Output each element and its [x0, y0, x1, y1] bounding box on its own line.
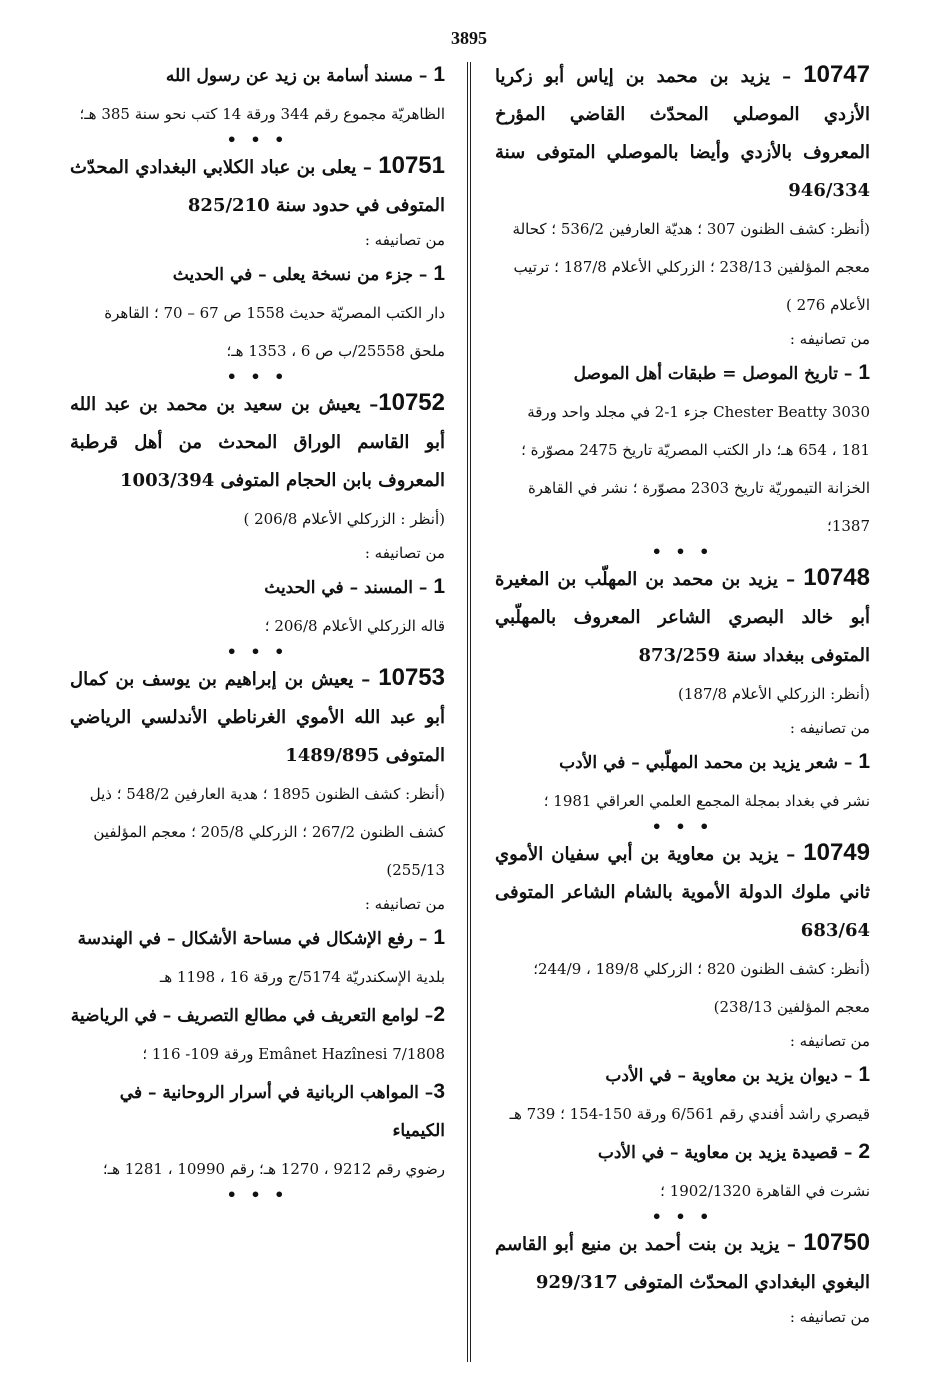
entry-title-text: – يعلى بن عباد الكلابي البغدادي المحدّث المتوفى في حدود سنة 825/210 [70, 157, 445, 216]
works-label: من تصانيفه : [789, 330, 870, 348]
work-number: 3 [433, 1080, 445, 1103]
work-title-text: – مسند أسامة بن زيد عن رسول الله [165, 66, 434, 86]
left-column [70, 56, 445, 1202]
work-number: 1 [433, 262, 445, 285]
manuscript-detail: قاله الزركلي الأعلام 206/8 ؛ [264, 617, 445, 635]
entry-title-text: – يعيش بن سعيد بن محمد بن عبد الله أبو القاسم الوراق المحدث من أهل قرطبة المعروف بابن الحجام المتوفى 1003/394 [70, 394, 445, 491]
works-label: من تصانيفه : [789, 1308, 870, 1326]
column-divider [467, 62, 471, 1362]
work-title [495, 743, 870, 782]
page-number: 3895 [451, 28, 487, 48]
work-title-text: – لوامع التعريف في مطالع التصريف – في الرياضية [70, 1006, 434, 1026]
entry-heading [495, 56, 870, 210]
work-title [495, 1133, 870, 1172]
work-title-text: – جزء من نسخة يعلى – في الحديث [172, 265, 434, 285]
work-title [70, 56, 445, 95]
manuscript-detail: قيصري راشد أفندي رقم 6/561 ورقة 150-154 ؛ 739 هـ [509, 1105, 870, 1123]
works-label: من تصانيفه : [789, 1032, 870, 1050]
work-number: 2 [433, 1003, 445, 1026]
manuscript-detail: الظاهريّة مجموع رقم 344 ورقة 14 كتب نحو سنة 385 هـ؛ [79, 105, 445, 123]
entry-number: 10747 [803, 61, 870, 88]
separator-dots: • • • [651, 1207, 714, 1226]
work-title-text: – تاريخ الموصل = طبقات أهل الموصل [573, 364, 859, 384]
entry-title-text: – يعيش بن إبراهيم بن يوسف بن كمال أبو عبد الله الأموي الغرناطي الأندلسي الرياضي المتوفى 1489/895 [70, 669, 445, 766]
entry-heading [495, 559, 870, 675]
work-title-text: – رفع الإشكال في مساحة الأشكال – في الهندسة [77, 929, 434, 949]
separator-dots: • • • [226, 367, 289, 386]
separator-dots: • • • [651, 817, 714, 836]
work-number: 1 [433, 63, 445, 86]
entry-heading [70, 659, 445, 775]
entry-number: 10752 [378, 389, 445, 416]
reference-note: (أنظر: الزركلي الأعلام 187/8) [677, 685, 870, 703]
manuscript-detail: بلدية الإسكندريّة 5174/ج ورقة 16 ، 1198 هـ [159, 968, 445, 986]
reference-note: (أنظر : الزركلي الأعلام 206/8 ) [243, 510, 445, 528]
entry-number: 10749 [803, 839, 870, 866]
work-number: 1 [433, 575, 445, 598]
separator-dots: • • • [226, 1185, 289, 1204]
entry-number: 10748 [803, 564, 870, 591]
entry-title-text: – يزيد بن محمد بن إياس أبو زكريا الأزدي الموصلي المحدّث القاضي المؤرخ المعروف بالأزدي وأيضا بالموصلي المتوفى سنة 946/334 [495, 66, 870, 201]
right-column [495, 56, 870, 1332]
work-number: 1 [858, 361, 870, 384]
work-title [70, 1073, 445, 1150]
entry-heading [495, 834, 870, 950]
separator-dots: • • • [651, 542, 714, 561]
entry-heading [70, 384, 445, 500]
work-title-text: – ديوان يزيد بن معاوية – في الأدب [605, 1066, 859, 1086]
reference-note: (أنظر: كشف الظنون 820 ؛ الزركلي 189/8 ، 244/9؛ معجم المؤلفين 238/13) [533, 960, 870, 1016]
entry-title-text: – يزيد بن معاوية بن أبي سفيان الأموي ثاني ملوك الدولة الأموية بالشام الشاعر المتوفى 683/64 [495, 844, 870, 941]
manuscript-detail: نشر في بغداد بمجلة المجمع العلمي العراقي 1981 ؛ [543, 792, 870, 810]
entry-number: 10751 [378, 152, 445, 179]
work-number: 1 [858, 750, 870, 773]
reference-note: (أنظر: كشف الظنون 307 ؛ هديّة العارفين 536/2 ؛ كحالة معجم المؤلفين 238/13 ؛ الزركلي الأعلام 187/8 ؛ ترتيب الأعلام 276 ) [512, 220, 870, 314]
work-title [70, 996, 445, 1035]
work-number: 1 [858, 1063, 870, 1086]
work-title [70, 255, 445, 294]
works-label: من تصانيفه : [789, 719, 870, 737]
manuscript-detail: نشرت في القاهرة 1902/1320 ؛ [660, 1182, 870, 1200]
manuscript-detail: دار الكتب المصريّة حديث 1558 ص 67 – 70 ؛ القاهرة ملحق 25558/ب ص 6 ، 1353 هـ؛ [104, 304, 445, 360]
manuscript-detail: Emânet Hazînesi 7/1808 ورقة 109- 116 ؛ [142, 1045, 445, 1063]
work-title-text: – المسند – في الحديث [264, 578, 434, 598]
work-title [70, 919, 445, 958]
reference-note: (أنظر: كشف الظنون 1895 ؛ هدية العارفين 548/2 ؛ ذيل كشف الظنون 267/2 ؛ الزركلي 205/8 ؛ معجم المؤلفين 255/13) [89, 785, 445, 879]
work-title-text: – قصيدة يزيد بن معاوية – في الأدب [597, 1143, 859, 1163]
entry-number: 10753 [378, 664, 445, 691]
work-title [495, 354, 870, 393]
work-title-text: – شعر يزيد بن محمد المهلّبي – في الأدب [559, 753, 859, 773]
entry-heading [70, 147, 445, 225]
separator-dots: • • • [226, 642, 289, 661]
work-number: 1 [433, 926, 445, 949]
entry-number: 10750 [803, 1229, 870, 1256]
entry-heading [495, 1224, 870, 1302]
manuscript-detail: رضوي رقم 9212 ، 1270 هـ؛ رقم 10990 ، 1281 هـ؛ [102, 1160, 445, 1178]
entry-title-text: – يزيد بن محمد بن المهلّب بن المغيرة أبو خالد البصري الشاعر المعروف بالمهلّبي المتوفى ببغداد سنة 873/259 [495, 569, 870, 666]
work-number: 2 [858, 1140, 870, 1163]
work-title [70, 568, 445, 607]
works-label: من تصانيفه : [364, 231, 445, 249]
works-label: من تصانيفه : [364, 895, 445, 913]
works-label: من تصانيفه : [364, 544, 445, 562]
work-title [495, 1056, 870, 1095]
separator-dots: • • • [226, 130, 289, 149]
work-title-text: – المواهب الربانية في أسرار الروحانية – في الكيمياء [119, 1083, 445, 1141]
entry-title-text: – يزيد بن بنت أحمد بن منيع أبو القاسم البغوي البغدادي المحدّث المتوفى 929/317 [495, 1234, 870, 1293]
manuscript-detail: 3030 Chester Beatty جزء 1-2 في مجلد واحد ورقة 181 ، 654 هـ؛ دار الكتب المصريّة تاريخ 2475 مصوّرة ؛ الخزانة التيموريّة تاريخ 2303 مصوّرة ؛ نشر في القاهرة 1387؛ [521, 403, 870, 535]
